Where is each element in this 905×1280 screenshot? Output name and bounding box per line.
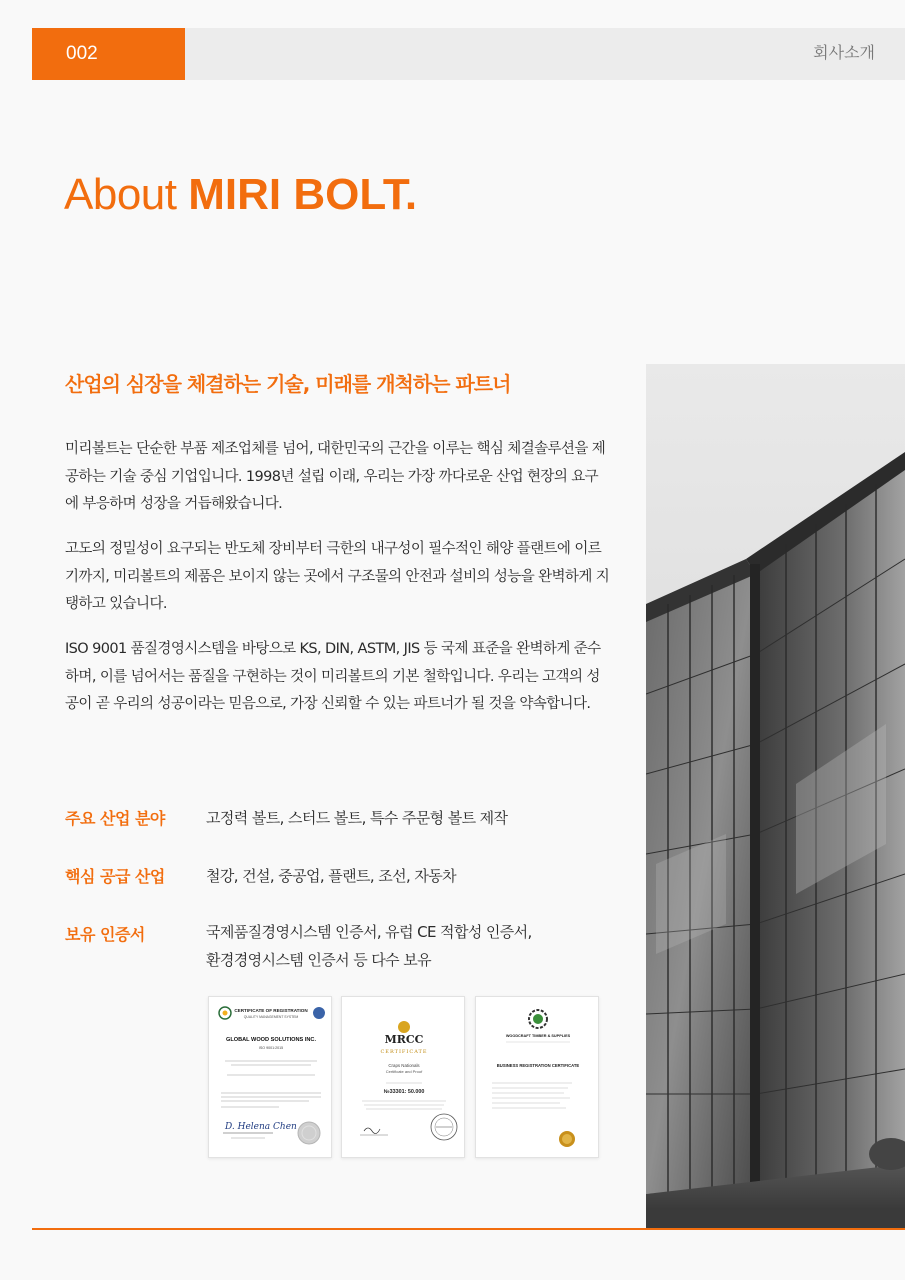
header-bar [185, 28, 905, 80]
cert1-heading: CERTIFICATE OF REGISTRATION [234, 1008, 308, 1013]
intro-paragraph-1: 미리볼트는 단순한 부품 제조업체를 넘어, 대한민국의 근간을 이루는 핵심 체결솔루션을 제공하는 기술 중심 기업입니다. 1998년 설립 이래, 우리는 가장 까다로운 산업 현장의 요구에 부응하며 성장을 거듭해왔습니다. [65, 441, 606, 512]
certificate-1-graphic [209, 997, 332, 1158]
cert3-company: WOODCRAFT TIMBER & SUPPLIES [505, 1034, 571, 1038]
intro-paragraph-3: ISO 9001 품질경영시스템을 바탕으로 KS, DIN, ASTM, JIS 등 국제 표준을 완벽하게 준수하며, 이를 넘어서는 품질을 구현하는 것이 미리볼트의 기본 철학입니다. 우리는 고객의 성공이 곧 우리의 성공이라는 믿음으로, 가장 신뢰할 수 있는 파트너가 될 것을 약속합니다. [65, 641, 601, 712]
section-label: 회사소개 [813, 43, 875, 62]
info-label-industry: 주요 산업 분야 [65, 809, 165, 828]
cert2-line-2: Certificate and Proof [385, 1069, 423, 1074]
title-prefix: About [64, 170, 189, 219]
info-value-certs-line-1: 국제품질경영시스템 인증서, 유럽 CE 적합성 인증서, [206, 923, 532, 941]
title-brand: MIRI BOLT. [188, 170, 418, 219]
cert1-code: ISO 9001:2015 [258, 1046, 284, 1050]
info-value-supply: 철강, 건설, 중공업, 플랜트, 조선, 자동차 [206, 867, 457, 885]
intro-paragraph-2: 고도의 정밀성이 요구되는 반도체 장비부터 극한의 내구성이 필수적인 해양 플랜트에 이르기까지, 미리볼트의 제품은 보이지 않는 곳에서 구조물의 안전과 설비의 성능을 완벽하게 지탱하고 있습니다. [65, 541, 610, 612]
cert2-number: №33301: 50.000 [383, 1089, 425, 1095]
info-label-supply: 핵심 공급 산업 [65, 867, 165, 886]
office-building-photo [646, 364, 905, 1230]
info-value-certs-line-2: 환경경영시스템 인증서 등 다수 보유 [206, 951, 432, 969]
certificate-2-graphic [342, 997, 465, 1158]
page-number: 002 [32, 28, 185, 80]
cert3-heading: BUSINESS REGISTRATION CERTIFICATE [496, 1063, 580, 1068]
certificate-mrcc [341, 996, 465, 1158]
page-title [64, 170, 417, 220]
certificate-quality-registration [208, 996, 332, 1158]
info-label-certs: 보유 인증서 [65, 925, 145, 944]
cert2-heading: CERTIFICATE [380, 1049, 428, 1055]
cert1-company: GLOBAL WOOD SOLUTIONS INC. [225, 1037, 317, 1043]
section-subtitle: 산업의 심장을 체결하는 기술, 미래를 개척하는 파트너 [65, 372, 511, 396]
info-value-industry: 고정력 볼트, 스터드 볼트, 특수 주문형 볼트 제작 [206, 809, 508, 827]
info-value-certs [206, 918, 606, 974]
cert1-subheading: QUALITY MANAGEMENT SYSTEM [243, 1015, 299, 1019]
certificate-business-registration [475, 996, 599, 1158]
cert2-line-1: Craps Nationals [388, 1063, 420, 1068]
cert1-signature: D. Helena Chen [225, 1122, 297, 1132]
cert2-brand: MRCC [384, 1033, 424, 1046]
building-image [646, 364, 905, 1230]
bottom-divider [32, 1228, 905, 1230]
certificate-3-graphic [476, 997, 599, 1158]
